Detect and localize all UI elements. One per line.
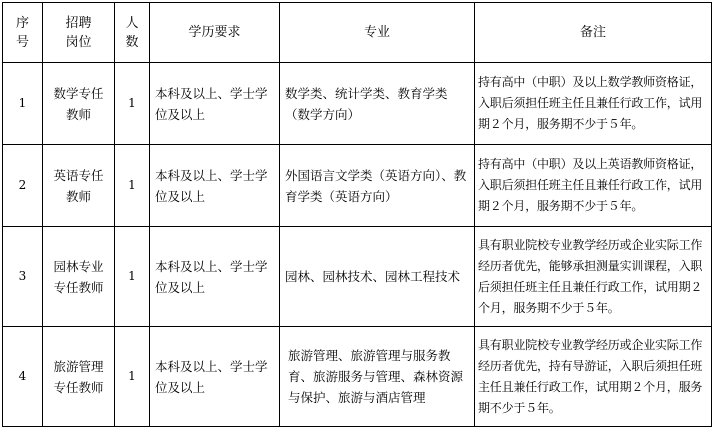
table-row: [3, 63, 712, 145]
row-seq: 3: [3, 227, 43, 327]
table-row: [3, 327, 712, 427]
header-seq: [3, 3, 43, 63]
row-major: 旅游管理、旅游管理与服务教育、旅游服务与管理、森林资源与保护、旅游与酒店管理: [280, 327, 475, 427]
row-seq: 1: [3, 63, 43, 145]
recruitment-table: [2, 2, 712, 427]
header-position: [43, 3, 115, 63]
row-count: 1: [115, 227, 150, 327]
row-education: 本科及以上、学士学位及以上: [150, 327, 280, 427]
row-remark: 具有职业院校专业教学经历或企业实际工作经历者优先，持有导游证，入职后须担任班主任且兼任行政工作，试用期２个月，服务期不少于５年。: [475, 327, 712, 427]
row-seq: 4: [3, 327, 43, 427]
header-education: 学历要求: [150, 3, 280, 63]
row-position: [43, 145, 115, 227]
row-major: 园林、园林技术、园林工程技术: [280, 227, 475, 327]
row-position: [43, 63, 115, 145]
header-major: 专业: [280, 3, 475, 63]
table-row: [3, 145, 712, 227]
row-position: [43, 327, 115, 427]
row-count: 1: [115, 145, 150, 227]
row-major: 数学类、统计学类、教育学类（数学方向）: [280, 63, 475, 145]
row-education: 本科及以上、学士学位及以上: [150, 63, 280, 145]
row-remark: 具有职业院校专业教学经历或企业实际工作经历者优先，能够承担测量实训课程，入职后须担任班主任且兼任行政工作，试用期２个月，服务期不少于５年。: [475, 227, 712, 327]
row-count: 1: [115, 63, 150, 145]
header-remark: 备注: [475, 3, 712, 63]
row-remark: 持有高中（中职）及以上数学教师资格证，入职后须担任班主任且兼任行政工作，试用期２个月，服务期不少于５年。: [475, 63, 712, 145]
row-position-text: 英语专任教师: [53, 167, 104, 204]
row-education: 本科及以上、学士学位及以上: [150, 145, 280, 227]
header-count: [115, 3, 150, 63]
row-remark: 持有高中（中职）及以上英语教师资格证，入职后须担任班主任且兼任行政工作，试用期２个月，服务期不少于５年。: [475, 145, 712, 227]
header-seq-text: 序号: [15, 15, 29, 50]
row-education: 本科及以上、学士学位及以上: [150, 227, 280, 327]
row-position-text: 数学专任教师: [53, 85, 104, 122]
header-row: [3, 3, 712, 63]
row-position: [43, 227, 115, 327]
row-count: 1: [115, 327, 150, 427]
row-major: 外国语言文学类（英语方向）、教育学类（英语方向）: [280, 145, 475, 227]
header-position-text: 招聘岗位: [65, 15, 92, 50]
row-position-text: 旅游管理专任教师: [53, 358, 104, 395]
row-position-text: 园林专业专任教师: [53, 258, 104, 295]
row-seq: 2: [3, 145, 43, 227]
header-count-text: 人数: [125, 15, 139, 50]
table-row: [3, 227, 712, 327]
